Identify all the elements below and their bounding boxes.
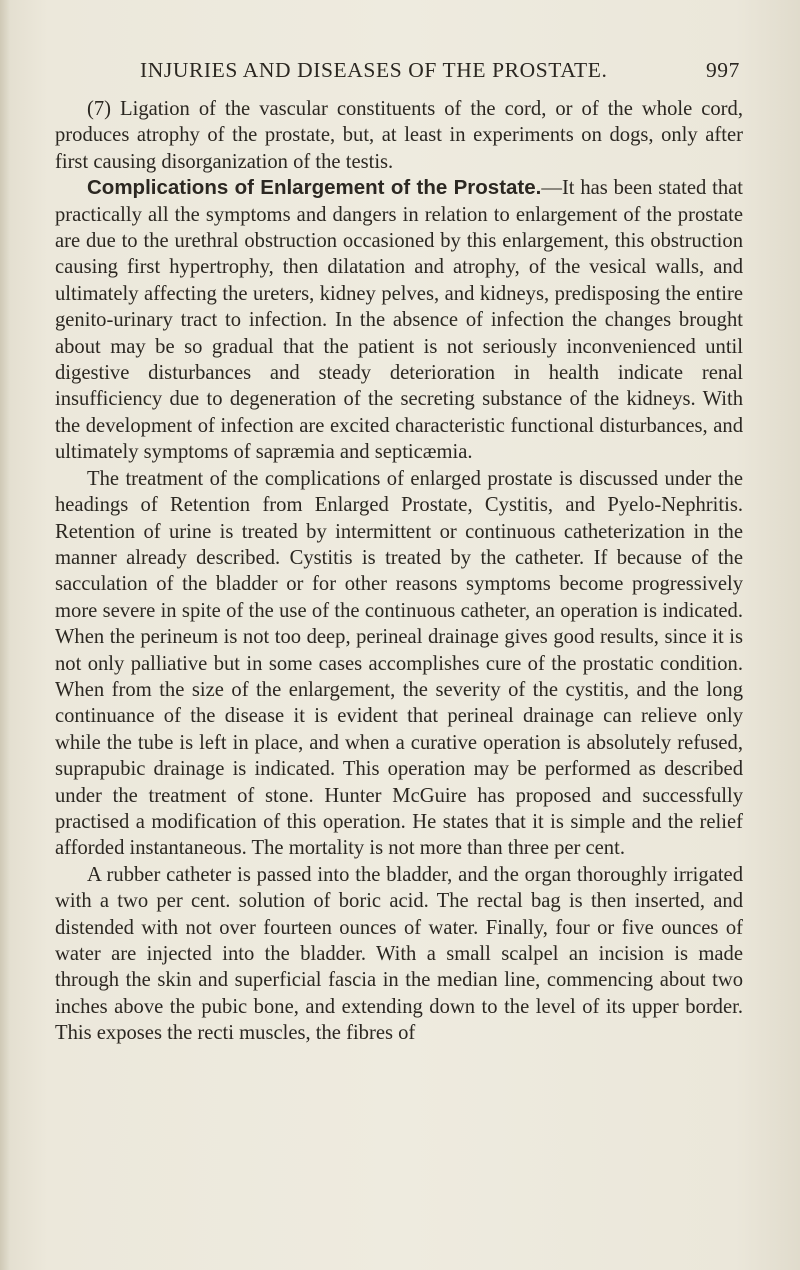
- paragraph-text: —It has been stated that practically all the symptoms and dangers in relation to enlargement of the prostate are due to the urethral obstruction occasioned by this enlargement, this obstruction causing first hypertrophy, then dilatation and atrophy, of the vesical walls, and ultimately affecting the ureters, kidney pelves, and kidneys, predisposing the entire genito-urinary tract to infection. In the absence of infection the changes brought about may be so gradual that the patient is not seriously inconvenienced until digestive disturbances and steady deterioration in health indicate renal insufficiency due to degeneration of the secreting substance of the kidneys. With the development of infection are excited characteristic functional disturbances, and ultimately symptoms of sapræmia and septicæmia.: [55, 177, 744, 464]
- page-number: 997: [705, 58, 740, 82]
- running-title: INJURIES AND DISEASES OF THE PROSTATE.: [140, 58, 608, 82]
- running-header: [140, 58, 740, 86]
- paragraph-complications: [55, 175, 743, 465]
- paragraph-text: The treatment of the complications of enlarged prostate is discussed under the headings of Retention from Enlarged Prostate, Cystitis, and Pyelo-Nephritis. Retention of urine is treated by intermittent or continuous catheterization in the manner already described. Cystitis is treated by the catheter. If because of the sacculation of the bladder or for other reasons symptoms become progressively more severe in spite of the use of the continuous catheter, an operation is indicated. When the perineum is not too deep, perineal drainage gives good results, since it is not only palliative but in some cases accomplishes cure of the prostatic condition. When from the size of the enlargement, the severity of the cystitis, and the long continuance of the disease it is evident that perineal drainage can relieve only while the tube is left in place, and when a curative operation is absolutely refused, suprapubic drainage is indicated. This operation may be performed as described under the treatment of stone. Hunter McGuire has proposed and successfully practised a modification of this operation. He states that it is simple and the relief afforded instantaneous. The mortality is not more than three per cent.: [55, 467, 743, 860]
- paragraph-procedure: [55, 862, 743, 1047]
- section-heading: Complications of Enlargement of the Prostate.: [87, 176, 542, 200]
- body-text: [55, 96, 743, 1047]
- paragraph-text: A rubber catheter is passed into the bladder, and the organ thoroughly irrigated with a two per cent. solution of boric acid. The rectal bag is then inserted, and distended with not over fourteen ounces of water. Finally, four or five ounces of water are injected into the bladder. With a small scalpel an incision is made through the skin and superficial fascia in the median line, commencing about two inches above the pubic bone, and extending down to the level of its upper border. This exposes the recti muscles, the fibres of: [55, 863, 743, 1045]
- paragraph-ligation: [55, 96, 743, 175]
- paragraph-treatment: [55, 466, 743, 862]
- paragraph-text: (7) Ligation of the vascular constituents of the cord, or of the whole cord, produces atrophy of the prostate, but, at least in experiments on dogs, only after first causing disorganization of the testis.: [55, 98, 743, 173]
- page-edge-shadow: [0, 0, 10, 1270]
